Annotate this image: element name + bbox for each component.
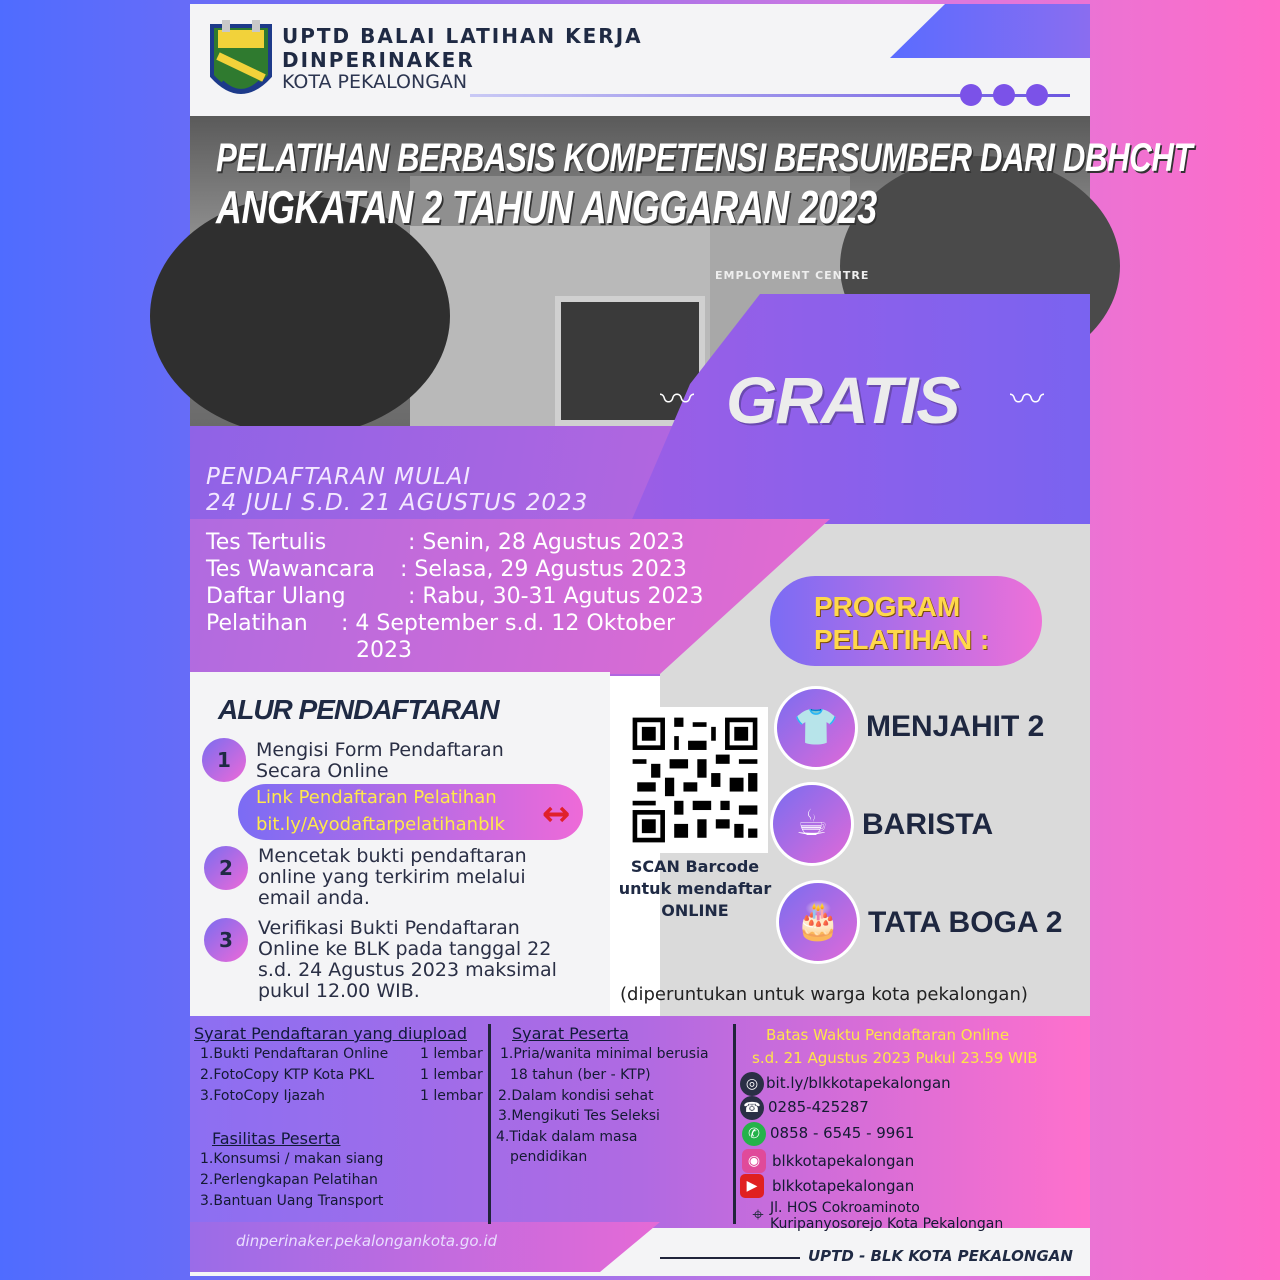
contact-phone[interactable]: 0285-425287 [768, 1098, 869, 1116]
step-text [258, 918, 557, 1002]
contact-instagram[interactable]: blkkotapekalongan [772, 1152, 915, 1170]
schedule-label: Tes Tertulis [206, 530, 327, 555]
contact-youtube[interactable]: blkkotapekalongan [772, 1177, 915, 1195]
org-name-line1: UPTD BALAI LATIHAN KERJA [282, 24, 643, 48]
hero-title-line1: PELATIHAN BERBASIS KOMPETENSI BERSUMBER DARI DBHCHT [216, 136, 1193, 180]
contact-address-line1: Jl. HOS Cokroaminoto [770, 1200, 920, 1216]
step-text-line: Mencetak bukti pendaftaran [258, 845, 527, 867]
scan-line: SCAN Barcode [630, 857, 760, 876]
double-arrow-icon: ↔ [542, 794, 571, 834]
deadline-line2: s.d. 21 Agustus 2023 Pukul 23.59 WIB [752, 1049, 1038, 1067]
participant-requirement: 2.Dalam kondisi sehat [498, 1088, 654, 1104]
program-heading-line1: PROGRAM [814, 591, 961, 622]
schedule-value: : Senin, 28 Agustus 2023 [408, 530, 685, 555]
instagram-icon: ◉ [742, 1149, 766, 1173]
coffee-cup-icon: ☕ [770, 782, 854, 866]
org-name-line2: DINPERINAKER [282, 48, 475, 72]
schedule-row [206, 584, 704, 609]
program-note: (diperuntukan untuk warga kota pekalongan) [620, 984, 1028, 1005]
poster [190, 4, 1193, 1276]
schedule-label: Pelatihan [206, 611, 308, 636]
step-number: 2 [204, 846, 248, 890]
registration-heading: PENDAFTARAN MULAI [206, 464, 472, 490]
footer-divider [660, 1257, 800, 1259]
registration-link-url[interactable]: bit.ly/Ayodaftarpelatihanblk [256, 814, 505, 835]
step-text-line: email anda. [258, 887, 370, 909]
step-text-line: Secara Online [256, 760, 389, 782]
registration-link-label[interactable]: Link Pendaftaran Pelatihan [256, 787, 497, 808]
upload-item: 2.FotoCopy KTP Kota PKL [200, 1067, 375, 1083]
scan-line: untuk mendaftar [618, 879, 772, 898]
header-dot [1026, 84, 1048, 106]
hero-title-line2: ANGKATAN 2 TAHUN ANGGARAN 2023 [216, 181, 877, 233]
city-crest-icon [208, 16, 274, 108]
upload-item: 1.Bukti Pendaftaran Online [200, 1046, 389, 1062]
schedule-row [206, 530, 685, 555]
youtube-icon: ▶ [740, 1174, 764, 1198]
registration-dates: 24 JULI S.D. 21 AGUSTUS 2023 [206, 490, 589, 516]
program-item-tata-boga: TATA BOGA 2 [868, 906, 1063, 939]
facility-item: 1.Konsumsi / makan siang [200, 1151, 384, 1167]
participant-requirement: 3.Mengikuti Tes Seleksi [498, 1108, 660, 1124]
schedule-value: : Rabu, 30-31 Agutus 2023 [408, 584, 704, 609]
upload-qty: 1 lembar [420, 1046, 483, 1062]
step-text-line: online yang terkirim melalui [258, 866, 526, 888]
swirl-right-icon: 〰 [1010, 380, 1044, 420]
whatsapp-icon: ✆ [742, 1122, 766, 1146]
org-name-line3: KOTA PEKALONGAN [282, 71, 468, 93]
facility-item: 3.Bantuan Uang Transport [200, 1193, 384, 1209]
facility-item: 2.Perlengkapan Pelatihan [200, 1172, 378, 1188]
program-item-barista: BARISTA [862, 808, 994, 841]
step-text-line: s.d. 24 Agustus 2023 maksimal [258, 959, 557, 981]
step-number: 1 [202, 738, 246, 782]
participant-requirement: 1.Pria/wanita minimal berusia [500, 1046, 709, 1062]
schedule-label: Tes Wawancara [206, 557, 376, 582]
header-dot [960, 84, 982, 106]
schedule-value: 2023 [356, 638, 412, 663]
program-heading [814, 590, 989, 656]
qr-code[interactable] [622, 707, 768, 853]
deadline-line1: Batas Waktu Pendaftaran Online [766, 1026, 1010, 1044]
footer-website[interactable]: dinperinaker.pekalongankota.go.id [236, 1232, 498, 1250]
upload-item: 3.FotoCopy Ijazah [200, 1088, 325, 1104]
participant-requirement: 4.Tidak dalam masa [496, 1129, 638, 1145]
contact-address-line2: Kuripanyosorejo Kota Pekalongan [770, 1216, 1004, 1232]
program-item-menjahit: MENJAHIT 2 [866, 710, 1045, 743]
participant-requirement: pendidikan [510, 1149, 588, 1165]
upload-qty: 1 lembar [420, 1067, 483, 1083]
alur-title: ALUR PENDAFTARAN [218, 694, 499, 725]
gratis-badge: GRATIS [726, 363, 959, 437]
participant-requirement: 18 tahun (ber - KTP) [510, 1067, 651, 1083]
schedule-value: : 4 September s.d. 12 Oktober [341, 611, 676, 636]
footer-org: UPTD - BLK KOTA PEKALONGAN [808, 1247, 1073, 1265]
step-text-line: Verifikasi Bukti Pendaftaran [258, 917, 520, 939]
contact-whatsapp[interactable]: 0858 - 6545 - 9961 [770, 1124, 915, 1142]
schedule-value: : Selasa, 29 Agustus 2023 [400, 557, 687, 582]
step-text-line: Online ke BLK pada tanggal 22 [258, 938, 552, 960]
step-text-line: pukul 12.00 WIB. [258, 980, 420, 1002]
globe-icon: ◎ [740, 1072, 764, 1096]
header [190, 4, 1090, 116]
scan-instructions [610, 856, 780, 922]
header-accent-shape [890, 4, 1090, 58]
upload-qty: 1 lembar [420, 1088, 483, 1104]
upload-requirements-heading: Syarat Pendaftaran yang diupload [194, 1024, 467, 1043]
column-divider [488, 1024, 491, 1224]
participant-requirements-heading: Syarat Peserta [512, 1024, 629, 1043]
schedule-row [206, 557, 687, 582]
building-sign: EMPLOYMENT CENTRE [715, 269, 870, 282]
scan-line: ONLINE [661, 901, 729, 920]
location-pin-icon: ⌖ [752, 1202, 764, 1226]
schedule-row [206, 611, 676, 636]
step-text [258, 846, 527, 909]
facilities-heading: Fasilitas Peserta [212, 1129, 341, 1148]
step-number: 3 [204, 918, 248, 962]
cake-icon: 🎂 [776, 880, 860, 964]
phone-icon: ☎ [740, 1096, 764, 1120]
step-text [256, 740, 504, 782]
sewing-clothes-icon: 👕 [774, 686, 858, 770]
header-dot [993, 84, 1015, 106]
swirl-left-icon: 〰 [660, 380, 694, 420]
contact-website[interactable]: bit.ly/blkkotapekalongan [766, 1074, 951, 1092]
column-divider [733, 1024, 736, 1224]
step-text-line: Mengisi Form Pendaftaran [256, 739, 504, 761]
program-heading-line2: PELATIHAN : [814, 624, 990, 655]
schedule-label: Daftar Ulang [206, 584, 346, 609]
